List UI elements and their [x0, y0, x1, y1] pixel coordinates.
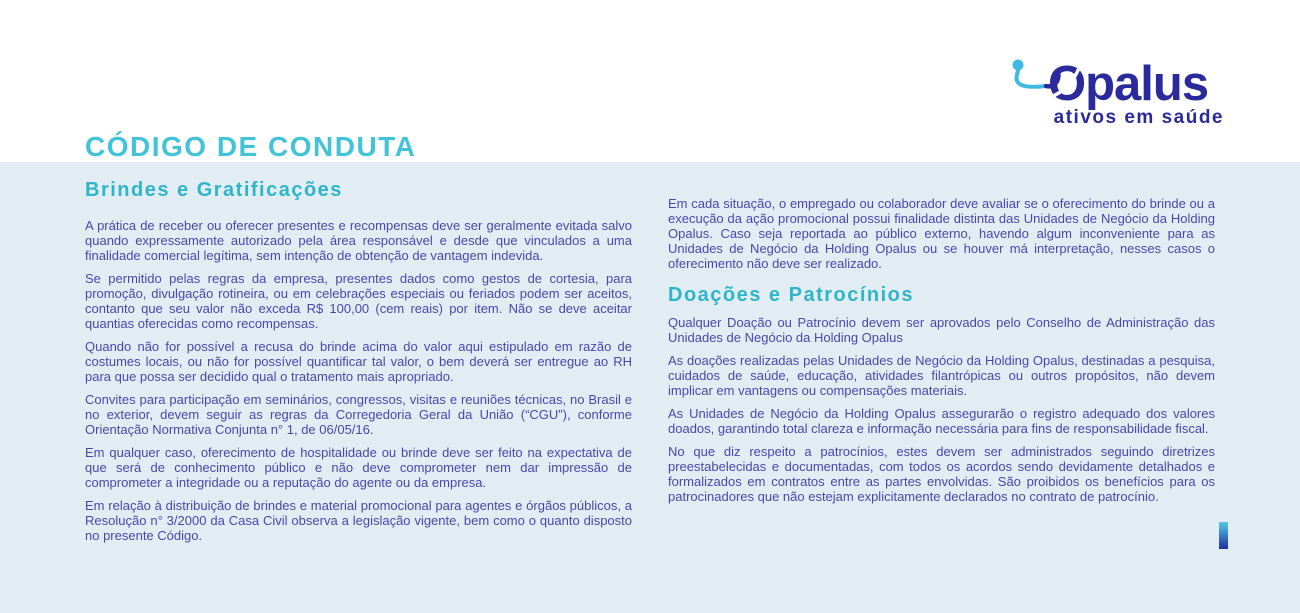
page-title: CÓDIGO DE CONDUTA: [85, 131, 417, 162]
brand-tagline: ativos em saúde: [1053, 107, 1224, 126]
paragraph: No que diz respeito a patrocínios, estes devem ser administrados seguindo diretrizes preestabelecidas e documentadas, com todos os acordos sendo devidamente detalhados e formalizados em contratos entre as partes envolvidas. São proibidos os benefícios para os patrocinadores que não estejam explicitamente declarados no contrato de patrocínio.: [668, 444, 1215, 504]
section-heading-doacoes: Doações e Patrocínios: [668, 284, 915, 306]
paragraph: Em cada situação, o empregado ou colaborador deve avaliar se o oferecimento do brinde ou a execução da ação promocional possui finalidade distinta das Unidades de Negócio da Holding Opalus. Caso seja reportada ao público externo, havendo algum inconveniente para as Unidades de Negócio da Holding Opalus ou se houver má interpretação, nesses casos o oferecimento não deve ser realizado.: [668, 196, 1215, 271]
paragraph: As doações realizadas pelas Unidades de Negócio da Holding Opalus, destinadas a pesquisa, cuidados de saúde, educação, atividades filantrópicas ou outros propósitos, não devem implicar em vantagens ou compensações materiais.: [668, 353, 1215, 398]
paragraph: A prática de receber ou oferecer presentes e recompensas deve ser geralmente evitada salvo quando expressamente autorizado pela área responsável e desde que vinculados a uma finalidade comercial legítima, sem intenção de obtenção de vantagem indevida.: [85, 218, 632, 263]
opalus-logo-graphic: [998, 46, 1226, 126]
brand-wordmark: Opalus: [1048, 57, 1209, 111]
paragraph: Em qualquer caso, oferecimento de hospitalidade ou brinde deve ser feito na expectativa de que será de conhecimento público e não deve comprometer nem dar impressão de comprometer a integridade ou a reputação do agente ou da empresa.: [85, 445, 632, 490]
section-brindes: [85, 180, 632, 551]
paragraph: Em relação à distribuição de brindes e material promocional para agentes e órgãos públicos, a Resolução n° 3/2000 da Casa Civil observa a legislação vigente, bem como o quanto disposto no presente Código.: [85, 498, 632, 543]
paragraph: Quando não for possível a recusa do brinde acima do valor aqui estipulado em razão de costumes locais, ou não for possível quantificar tal valor, o bem deverá ser entregue ao RH para que possa ser decidido qual o tratamento mais apropriado.: [85, 339, 632, 384]
paragraph: Qualquer Doação ou Patrocínio devem ser aprovados pelo Conselho de Administração das Unidades de Negócio da Holding Opalus: [668, 315, 1215, 345]
page-marker-bar: [1219, 522, 1228, 549]
paragraph: Se permitido pelas regras da empresa, presentes dados como gestos de cortesia, para promoção, divulgação rotineira, ou em celebrações especiais ou feriados podem ser aceitos, contanto que seu valor não exceda R$ 100,00 (cem reais) por item. Não se deve aceitar quantias oferecidas como recompensas.: [85, 271, 632, 331]
paragraph: As Unidades de Negócio da Holding Opalus assegurarão o registro adequado dos valores doados, garantindo total clareza e informação necessária para fins de responsabilidade fiscal.: [668, 406, 1215, 436]
section-heading-brindes: Brindes e Gratificações: [85, 179, 343, 201]
opalus-logo: [998, 46, 1226, 126]
paragraph: Convites para participação em seminários, congressos, visitas e reuniões técnicas, no Brasil e no exterior, devem seguir as regras da Corregedoria Geral da União (“CGU”), conforme Orientação Normativa Conjunta n° 1, de 06/05/16.: [85, 392, 632, 437]
section-doacoes: [668, 196, 1215, 512]
